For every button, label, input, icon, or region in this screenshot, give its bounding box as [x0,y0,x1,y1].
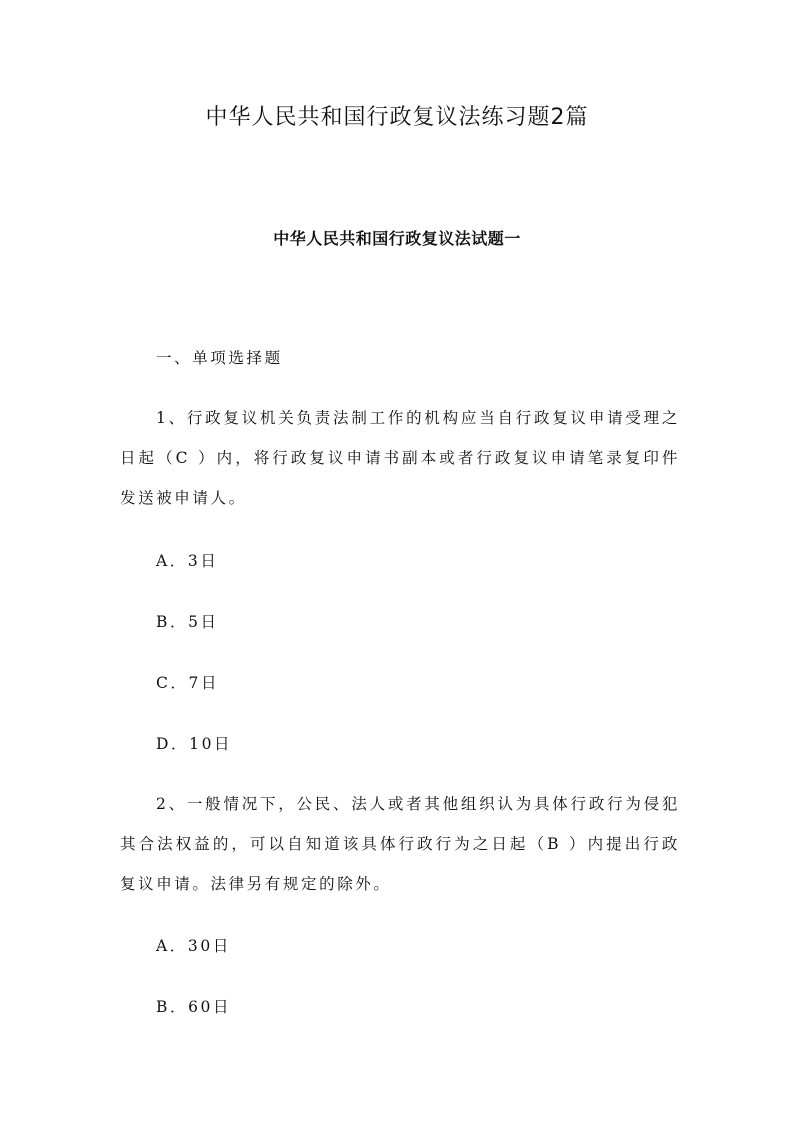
question-1-option-c: C．7日 [156,674,220,692]
section-title: 中华人民共和国行政复议法试题一 [273,229,521,248]
question-1-option-a: A．3日 [156,552,219,570]
question-1-option-b: B．5日 [156,613,219,631]
document-title: 中华人民共和国行政复议法练习题2篇 [205,105,589,130]
question-1-option-d: D．10日 [156,735,233,753]
question-2-option-a: A．30日 [156,937,231,955]
part-heading: 一、单项选择题 [156,349,283,367]
question-2-option-b: B．60日 [156,998,232,1016]
question-2-text: 2、一般情况下，公民、法人或者其他组织认为具体行政行为侵犯其合法权益的，可以自知道该具体行政行为之日起（B ）内提出行政复议申请。法律另有规定的除外。 [120,795,680,893]
question-1-text: 1、行政复议机关负责法制工作的机构应当自行政复议申请受理之日起（C ）内，将行政复议申请书副本或者行政复议申请笔录复印件发送被申请人。 [120,409,680,507]
